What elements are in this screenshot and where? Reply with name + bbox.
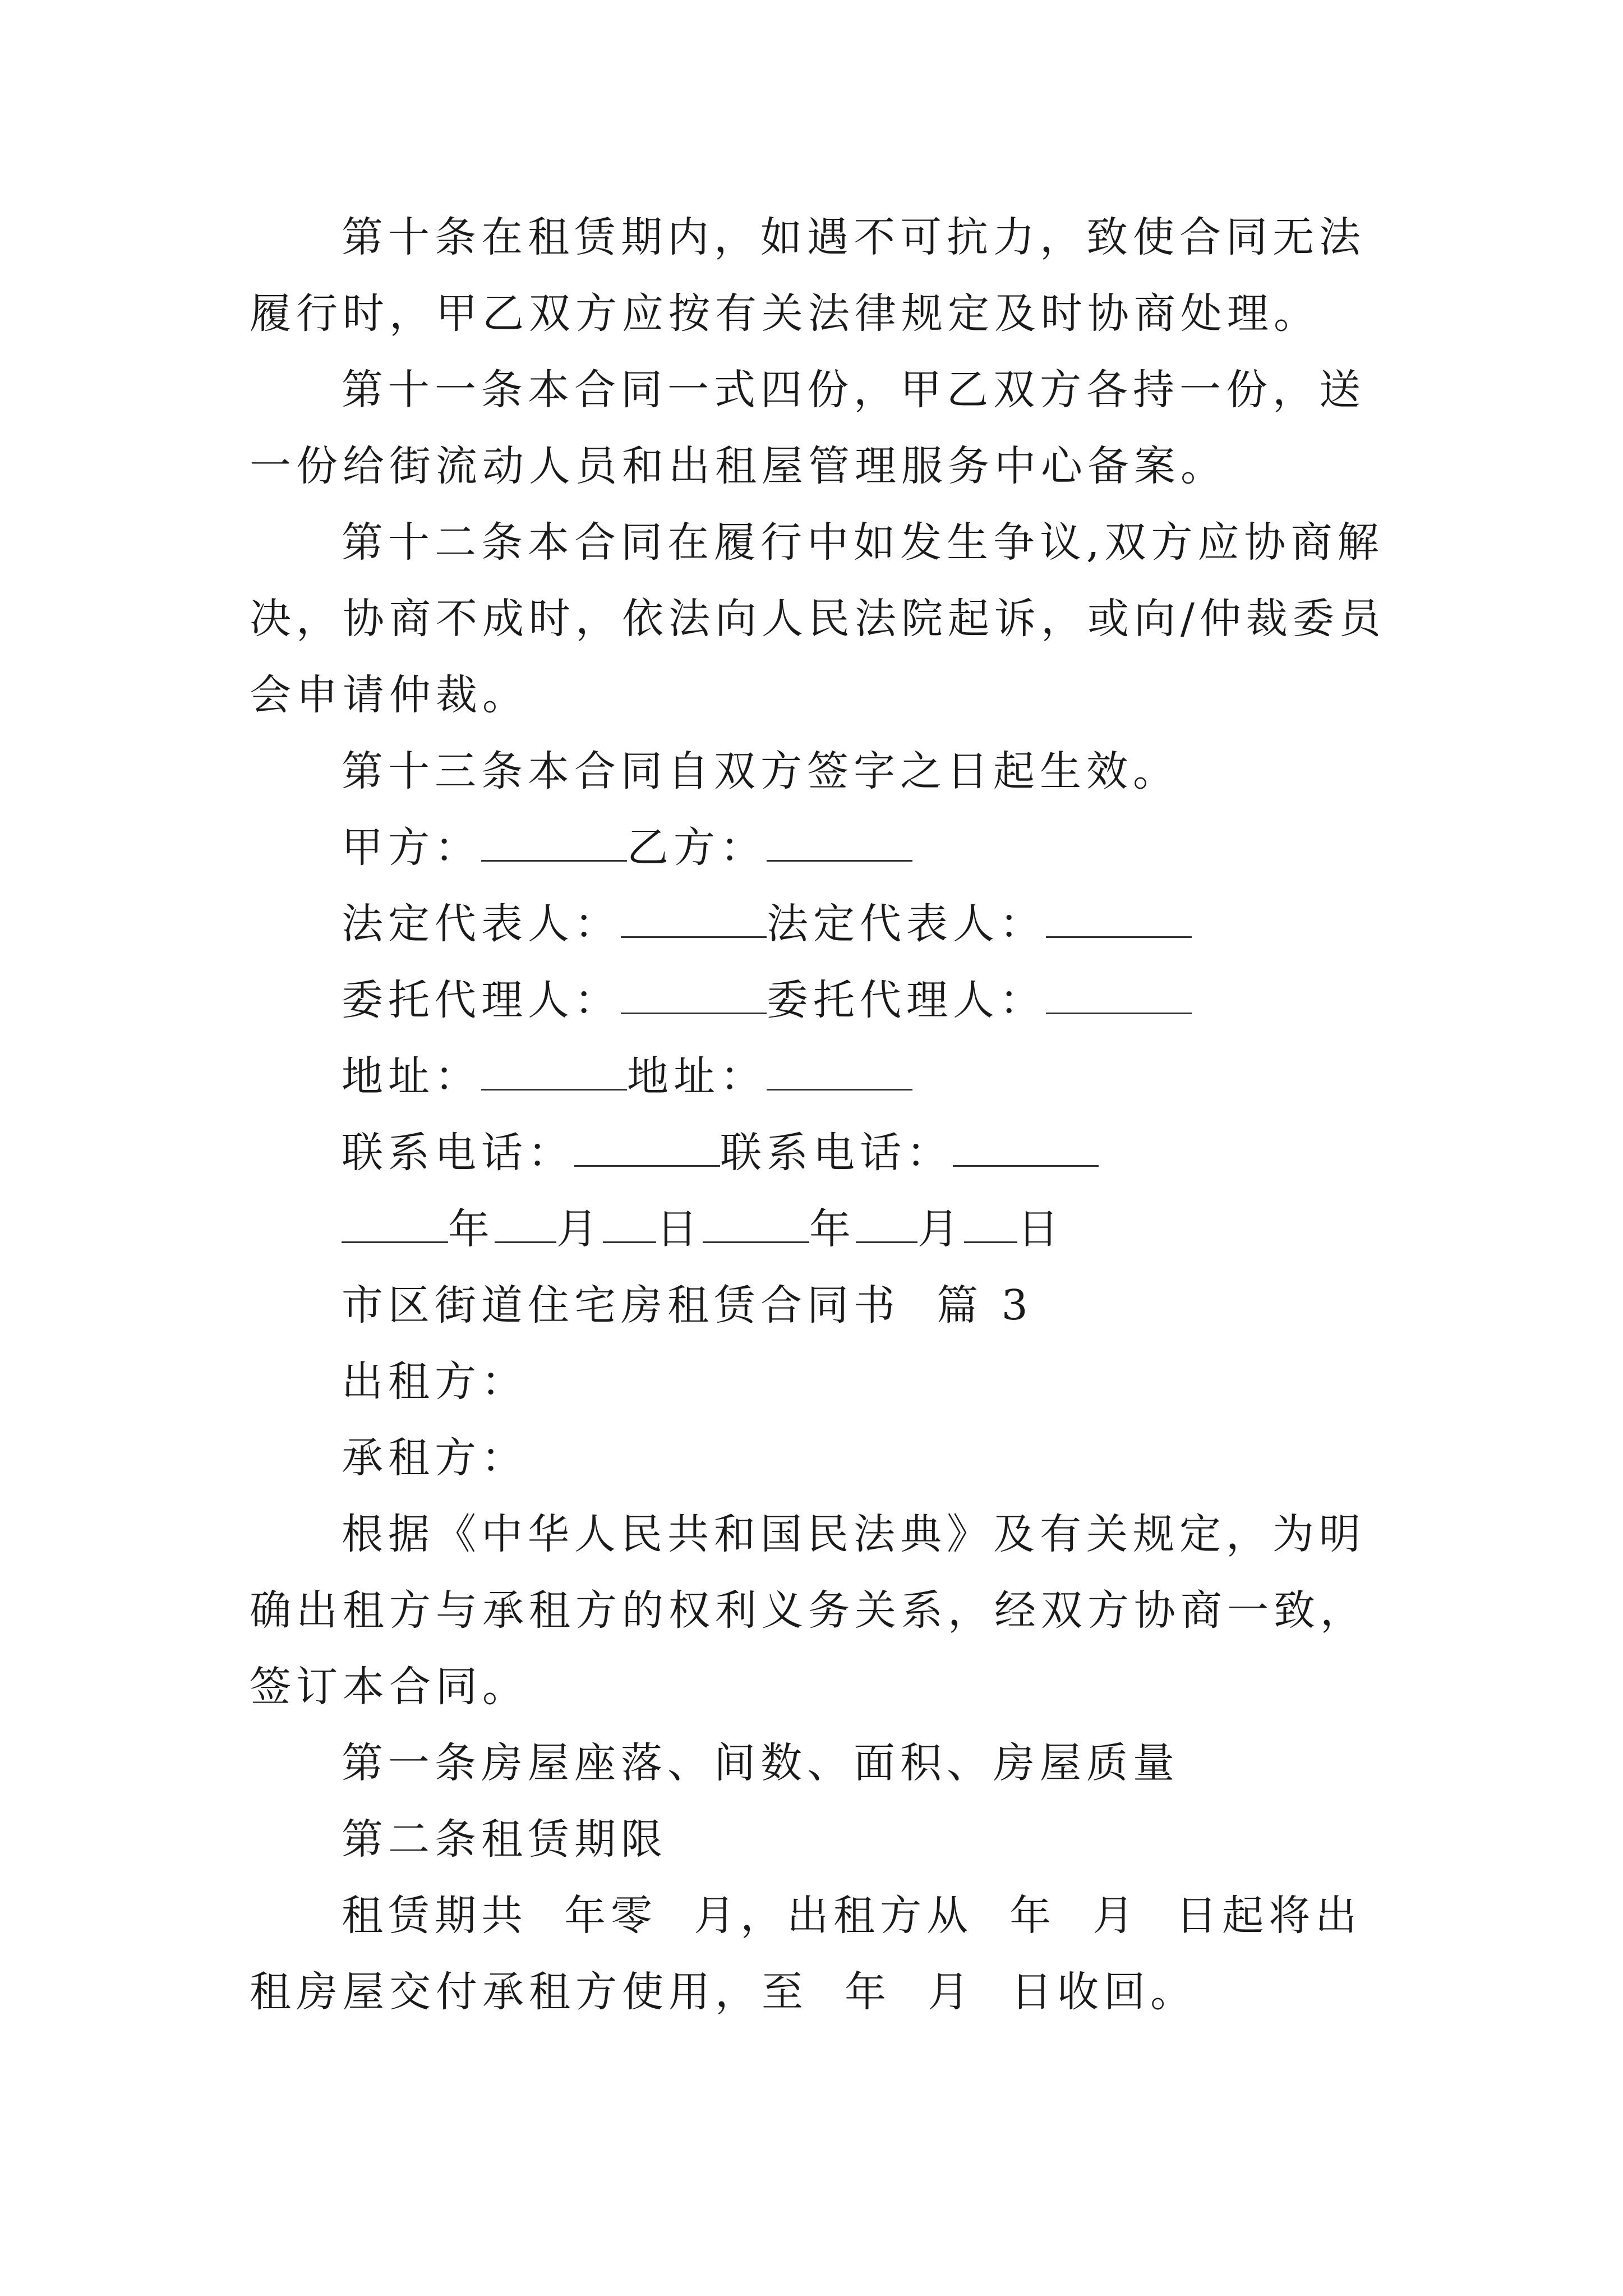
- article-13: 第十三条本合同自双方签字之日起生效。: [342, 747, 1179, 795]
- phone-a-blank: [574, 1131, 720, 1167]
- legal-rep-a-blank: [621, 903, 767, 938]
- signature-address-row: [250, 1038, 1388, 1115]
- date-a-day-blank: [603, 1208, 656, 1243]
- agent-a-blank: [621, 979, 767, 1014]
- section-3-title: 市区街道住宅房租赁合同书 篇 3: [342, 1281, 1033, 1329]
- article-12: 第十二条本合同在履行中如发生争议,双方应协商解决，协商不成时，依法向人民法院起诉，或向/仲裁委员会申请仲裁。: [250, 518, 1386, 719]
- agent-b-label: 委托代理人：: [767, 976, 1046, 1024]
- signature-phone-row: [250, 1115, 1388, 1191]
- date-a-day: 日: [656, 1205, 703, 1253]
- article-10: 第十条在租赁期内，如遇不可抗力，致使合同无法履行时，甲乙双方应按有关法律规定及时协商处理。: [250, 213, 1366, 338]
- date-a-month: 月: [556, 1205, 603, 1253]
- party-b-blank: [767, 826, 912, 862]
- date-a-month-blank: [495, 1208, 556, 1243]
- lessee-label: 承租方：: [342, 1434, 528, 1482]
- party-a-blank: [481, 826, 627, 862]
- signature-legal-rep-row: [250, 886, 1388, 962]
- phone-b-label: 联系电话：: [720, 1129, 953, 1177]
- article-11: 第十一条本合同一式四份，甲乙双方各持一份，送一份给街流动人员和出租屋管理服务中心备案。: [250, 366, 1366, 490]
- signature-date-row: [250, 1191, 1388, 1267]
- legal-rep-b-label: 法定代表人：: [767, 900, 1046, 948]
- date-b-year-blank: [703, 1208, 809, 1243]
- date-a-year-blank: [342, 1208, 448, 1243]
- lease-term-paragraph: 租赁期共 年零 月，出租方从 年 月 日起将出租房屋交付承租方使用，至 年 月 日收回。: [250, 1892, 1362, 2016]
- party-a-label: 甲方：: [342, 823, 481, 872]
- date-b-day: 日: [1017, 1205, 1064, 1253]
- date-b-month-blank: [856, 1208, 917, 1243]
- address-a-blank: [481, 1055, 627, 1091]
- address-b-label: 地址：: [627, 1052, 767, 1101]
- document-body: [250, 199, 1388, 2030]
- legal-rep-b-blank: [1046, 903, 1192, 938]
- phone-b-blank: [953, 1131, 1099, 1167]
- legal-rep-a-label: 法定代表人：: [342, 900, 621, 948]
- article-2-heading: 第二条租赁期限: [342, 1815, 667, 1864]
- address-b-blank: [767, 1055, 912, 1091]
- section-3-intro: 根据《中华人民共和国民法典》及有关规定，为明确出租方与承租方的权利义务关系，经双方协商一致，签订本合同。: [250, 1510, 1367, 1711]
- date-b-month: 月: [917, 1205, 964, 1253]
- party-b-label: 乙方：: [627, 823, 767, 872]
- address-a-label: 地址：: [342, 1052, 481, 1101]
- signature-agent-row: [250, 962, 1388, 1038]
- date-a-year: 年: [448, 1205, 495, 1253]
- article-1-heading: 第一条房屋座落、间数、面积、房屋质量: [342, 1739, 1179, 1787]
- agent-a-label: 委托代理人：: [342, 976, 621, 1024]
- phone-a-label: 联系电话：: [342, 1129, 574, 1177]
- agent-b-blank: [1046, 979, 1192, 1014]
- lessor-label: 出租方：: [342, 1358, 528, 1406]
- signature-party-row: [250, 809, 1388, 886]
- date-b-year: 年: [809, 1205, 856, 1253]
- date-b-day-blank: [964, 1208, 1017, 1243]
